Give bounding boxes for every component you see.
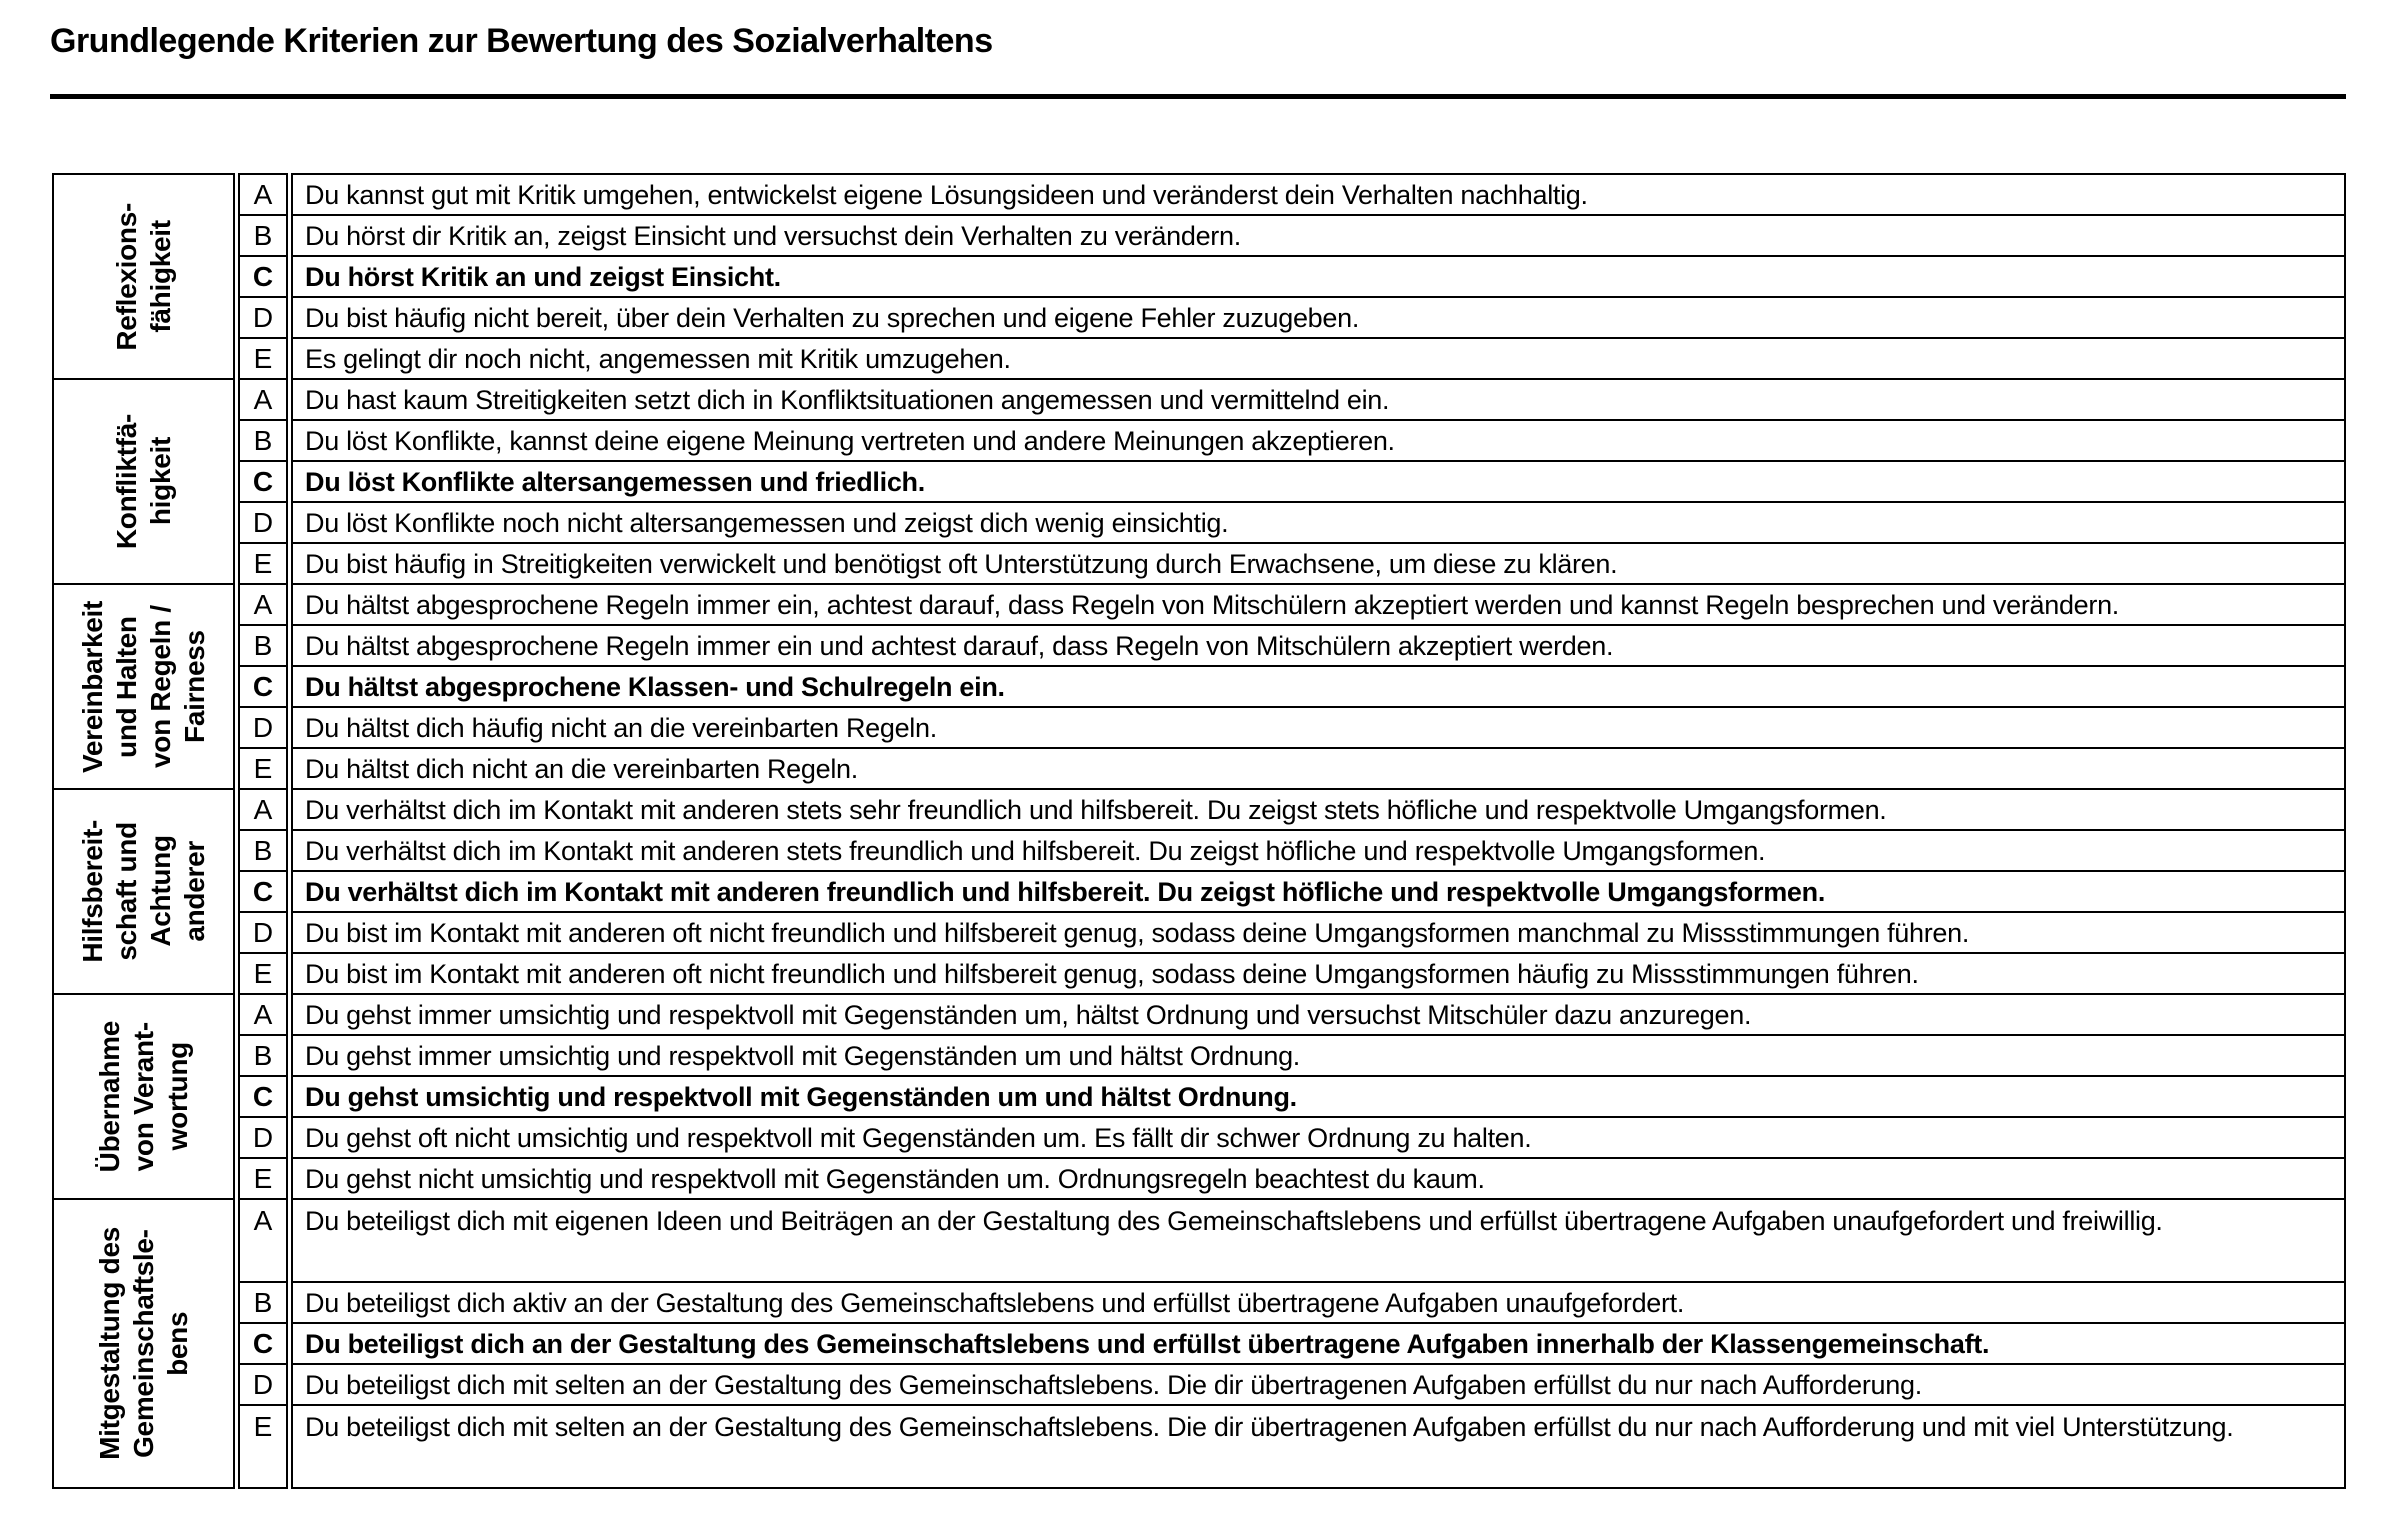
criteria-rows xyxy=(238,788,2346,995)
grade-cell: D xyxy=(238,501,288,544)
category-cell xyxy=(52,583,235,790)
category-label-line: Hilfsbereit- xyxy=(76,820,108,963)
criteria-row xyxy=(238,1116,2346,1159)
description-text: Du hältst abgesprochene Klassen- und Schulregeln ein. xyxy=(305,671,1005,702)
category-label-line: Konfliktfä- xyxy=(110,413,142,550)
grade-cell: E xyxy=(238,542,288,585)
grade-cell: E xyxy=(238,337,288,380)
category-label-line: von Regeln / xyxy=(144,605,176,768)
description-cell xyxy=(291,214,2346,257)
category-label xyxy=(110,414,178,549)
section-row xyxy=(52,583,2346,790)
description-text: Du beteiligst dich mit selten an der Gestaltung des Gemeinschaftslebens. Die dir übertragenen Aufgaben erfüllst du nur nach Aufforderung und mit viel Unterstützung. xyxy=(305,1412,2234,1442)
description-cell xyxy=(291,1157,2346,1200)
grade-cell: C xyxy=(238,460,288,503)
description-cell xyxy=(291,378,2346,421)
category-label-line: Vereinbarkeit xyxy=(76,600,108,773)
description-text: Du hältst dich nicht an die vereinbarten Regeln. xyxy=(305,753,858,784)
category-cell xyxy=(52,788,235,995)
category-label xyxy=(76,820,212,963)
description-text: Du löst Konflikte altersangemessen und friedlich. xyxy=(305,466,925,497)
criteria-row xyxy=(238,296,2346,339)
description-text: Du bist häufig in Streitigkeiten verwickelt und benötigst oft Unterstützung durch Erwachsene, um diese zu klären. xyxy=(305,548,1618,579)
grade-cell: A xyxy=(238,583,288,626)
description-cell xyxy=(291,993,2346,1036)
criteria-row xyxy=(238,624,2346,667)
grade-cell: E xyxy=(238,1157,288,1200)
criteria-row xyxy=(238,911,2346,954)
grade-cell: B xyxy=(238,214,288,257)
grade-cell: A xyxy=(238,788,288,831)
criteria-rows xyxy=(238,378,2346,585)
category-label xyxy=(76,601,212,773)
description-text: Du hältst dich häufig nicht an die vereinbarten Regeln. xyxy=(305,712,937,743)
section-row xyxy=(52,378,2346,585)
grade-cell: C xyxy=(238,1322,288,1365)
category-label-line: fähigkeit xyxy=(144,220,176,333)
criteria-row xyxy=(238,173,2346,216)
criteria-row xyxy=(238,337,2346,380)
section-row xyxy=(52,173,2346,380)
category-label-line: Fairness xyxy=(178,630,210,743)
grade-cell: A xyxy=(238,993,288,1036)
description-cell xyxy=(291,870,2346,913)
criteria-row xyxy=(238,460,2346,503)
description-cell xyxy=(291,1075,2346,1118)
criteria-row xyxy=(238,993,2346,1036)
grade-cell: D xyxy=(238,1116,288,1159)
criteria-rows xyxy=(238,583,2346,790)
grade-cell: A xyxy=(238,1198,288,1283)
criteria-row xyxy=(238,1157,2346,1200)
description-cell xyxy=(291,952,2346,995)
category-cell xyxy=(52,378,235,585)
description-cell xyxy=(291,1363,2346,1406)
description-cell xyxy=(291,255,2346,298)
criteria-row xyxy=(238,1075,2346,1118)
category-label-line: Mitgestaltung des xyxy=(93,1227,125,1460)
description-cell xyxy=(291,624,2346,667)
page-title: Grundlegende Kriterien zur Bewertung des Sozialverhaltens xyxy=(50,22,993,60)
section-row xyxy=(52,1198,2346,1489)
criteria-row xyxy=(238,952,2346,995)
category-label-line: anderer xyxy=(178,841,210,942)
description-cell xyxy=(291,173,2346,216)
criteria-row xyxy=(238,1322,2346,1365)
grade-cell: C xyxy=(238,1075,288,1118)
criteria-row xyxy=(238,542,2346,585)
description-text: Du hältst abgesprochene Regeln immer ein und achtest darauf, dass Regeln von Mitschülern akzeptiert werden. xyxy=(305,630,1614,661)
description-text: Es gelingt dir noch nicht, angemessen mit Kritik umzugehen. xyxy=(305,343,1011,374)
description-cell xyxy=(291,747,2346,790)
category-label xyxy=(110,203,178,351)
criteria-rows xyxy=(238,993,2346,1200)
description-text: Du löst Konflikte noch nicht altersangemessen und zeigst dich wenig einsichtig. xyxy=(305,507,1229,538)
description-cell xyxy=(291,1404,2346,1489)
criteria-row xyxy=(238,255,2346,298)
criteria-row xyxy=(238,501,2346,544)
category-label-line: und Halten xyxy=(110,615,142,758)
description-cell xyxy=(291,911,2346,954)
description-text: Du verhältst dich im Kontakt mit anderen stets freundlich und hilfsbereit. Du zeigst höfliche und respektvolle Umgangsformen. xyxy=(305,835,1766,866)
category-label-line: von Verant- xyxy=(127,1021,159,1172)
description-text: Du verhältst dich im Kontakt mit anderen stets sehr freundlich und hilfsbereit. Du zeigst stets höfliche und respektvolle Umgangsformen. xyxy=(305,794,1887,825)
category-label-line: higkeit xyxy=(144,437,176,526)
grade-cell: B xyxy=(238,829,288,872)
description-text: Du hörst Kritik an und zeigst Einsicht. xyxy=(305,261,781,292)
category-label-line: schaft und xyxy=(110,822,142,961)
description-cell xyxy=(291,501,2346,544)
category-label-line: Gemeinschaftsle- xyxy=(127,1229,159,1458)
description-cell xyxy=(291,337,2346,380)
description-text: Du hältst abgesprochene Regeln immer ein, achtest darauf, dass Regeln von Mitschülern akzeptiert werden und kannst Regeln besprechen und verändern. xyxy=(305,589,2119,620)
criteria-row xyxy=(238,378,2346,421)
criteria-rows xyxy=(238,1198,2346,1489)
criteria-row xyxy=(238,870,2346,913)
grade-cell: B xyxy=(238,1034,288,1077)
criteria-rows xyxy=(238,173,2346,380)
category-label-line: wortung xyxy=(161,1042,193,1151)
criteria-row xyxy=(238,747,2346,790)
category-label-line: Übernahme xyxy=(93,1020,125,1173)
description-cell xyxy=(291,1281,2346,1324)
criteria-table xyxy=(52,173,2346,1489)
category-label xyxy=(93,1227,195,1460)
description-text: Du gehst oft nicht umsichtig und respektvoll mit Gegenständen um. Es fällt dir schwer Ordnung zu halten. xyxy=(305,1122,1532,1153)
criteria-row xyxy=(238,788,2346,831)
description-text: Du hörst dir Kritik an, zeigst Einsicht und versuchst dein Verhalten zu verändern. xyxy=(305,220,1241,251)
grade-cell: D xyxy=(238,911,288,954)
category-cell xyxy=(52,173,235,380)
description-text: Du beteiligst dich an der Gestaltung des Gemeinschaftslebens und erfüllst übertragene Aufgaben innerhalb der Klassengemeinschaft. xyxy=(305,1328,1990,1359)
criteria-row xyxy=(238,419,2346,462)
grade-cell: E xyxy=(238,1404,288,1489)
description-text: Du gehst nicht umsichtig und respektvoll mit Gegenständen um. Ordnungsregeln beachtest du kaum. xyxy=(305,1163,1485,1194)
description-cell xyxy=(291,1034,2346,1077)
category-label-line: Reflexions- xyxy=(110,202,142,351)
description-text: Du bist im Kontakt mit anderen oft nicht freundlich und hilfsbereit genug, sodass deine Umgangsformen manchmal zu Missstimmungen führen. xyxy=(305,917,1970,948)
description-cell xyxy=(291,829,2346,872)
criteria-row xyxy=(238,583,2346,626)
criteria-row xyxy=(238,1404,2346,1489)
criteria-row xyxy=(238,706,2346,749)
description-cell xyxy=(291,419,2346,462)
category-cell xyxy=(52,993,235,1200)
grade-cell: D xyxy=(238,1363,288,1406)
description-cell xyxy=(291,1116,2346,1159)
description-text: Du kannst gut mit Kritik umgehen, entwickelst eigene Lösungsideen und veränderst dein Verhalten nachhaltig. xyxy=(305,179,1588,210)
category-label-line: Achtung xyxy=(144,835,176,948)
section-row xyxy=(52,993,2346,1200)
grade-cell: C xyxy=(238,255,288,298)
description-cell xyxy=(291,1322,2346,1365)
title-divider xyxy=(50,94,2346,99)
criteria-row xyxy=(238,665,2346,708)
criteria-row xyxy=(238,1198,2346,1283)
description-text: Du gehst immer umsichtig und respektvoll mit Gegenständen um, hältst Ordnung und versuchst Mitschüler dazu anzuregen. xyxy=(305,999,1752,1030)
grade-cell: C xyxy=(238,665,288,708)
description-cell xyxy=(291,665,2346,708)
grade-cell: E xyxy=(238,952,288,995)
category-label-line: bens xyxy=(161,1311,193,1376)
description-text: Du bist im Kontakt mit anderen oft nicht freundlich und hilfsbereit genug, sodass deine Umgangsformen häufig zu Missstimmungen führen. xyxy=(305,958,1919,989)
description-text: Du bist häufig nicht bereit, über dein Verhalten zu sprechen und eigene Fehler zuzugeben. xyxy=(305,302,1360,333)
section-row xyxy=(52,788,2346,995)
grade-cell: D xyxy=(238,706,288,749)
description-text: Du beteiligst dich mit eigenen Ideen und Beiträgen an der Gestaltung des Gemeinschaftslebens und erfüllst übertragene Aufgaben unaufgefordert und freiwillig. xyxy=(305,1206,2163,1236)
description-text: Du hast kaum Streitigkeiten setzt dich in Konfliktsituationen angemessen und vermittelnd ein. xyxy=(305,384,1390,415)
description-cell xyxy=(291,460,2346,503)
description-cell xyxy=(291,706,2346,749)
criteria-row xyxy=(238,829,2346,872)
grade-cell: A xyxy=(238,173,288,216)
grade-cell: B xyxy=(238,419,288,462)
criteria-row xyxy=(238,214,2346,257)
grade-cell: A xyxy=(238,378,288,421)
description-cell xyxy=(291,296,2346,339)
description-text: Du löst Konflikte, kannst deine eigene Meinung vertreten und andere Meinungen akzeptieren. xyxy=(305,425,1395,456)
description-text: Du beteiligst dich mit selten an der Gestaltung des Gemeinschaftslebens. Die dir übertragenen Aufgaben erfüllst du nur nach Aufforderung. xyxy=(305,1369,1922,1400)
description-cell xyxy=(291,583,2346,626)
grade-cell: C xyxy=(238,870,288,913)
grade-cell: E xyxy=(238,747,288,790)
criteria-row xyxy=(238,1363,2346,1406)
description-cell xyxy=(291,788,2346,831)
criteria-row xyxy=(238,1034,2346,1077)
description-cell xyxy=(291,542,2346,585)
category-cell xyxy=(52,1198,235,1489)
grade-cell: B xyxy=(238,624,288,667)
criteria-row xyxy=(238,1281,2346,1324)
grade-cell: D xyxy=(238,296,288,339)
description-cell xyxy=(291,1198,2346,1283)
category-label xyxy=(93,1021,195,1172)
description-text: Du verhältst dich im Kontakt mit anderen freundlich und hilfsbereit. Du zeigst höfliche und respektvolle Umgangsformen. xyxy=(305,876,1826,907)
description-text: Du beteiligst dich aktiv an der Gestaltung des Gemeinschaftslebens und erfüllst übertragene Aufgaben unaufgefordert. xyxy=(305,1287,1685,1318)
description-text: Du gehst immer umsichtig und respektvoll mit Gegenständen um und hältst Ordnung. xyxy=(305,1040,1301,1071)
description-text: Du gehst umsichtig und respektvoll mit Gegenständen um und hältst Ordnung. xyxy=(305,1081,1297,1112)
grade-cell: B xyxy=(238,1281,288,1324)
